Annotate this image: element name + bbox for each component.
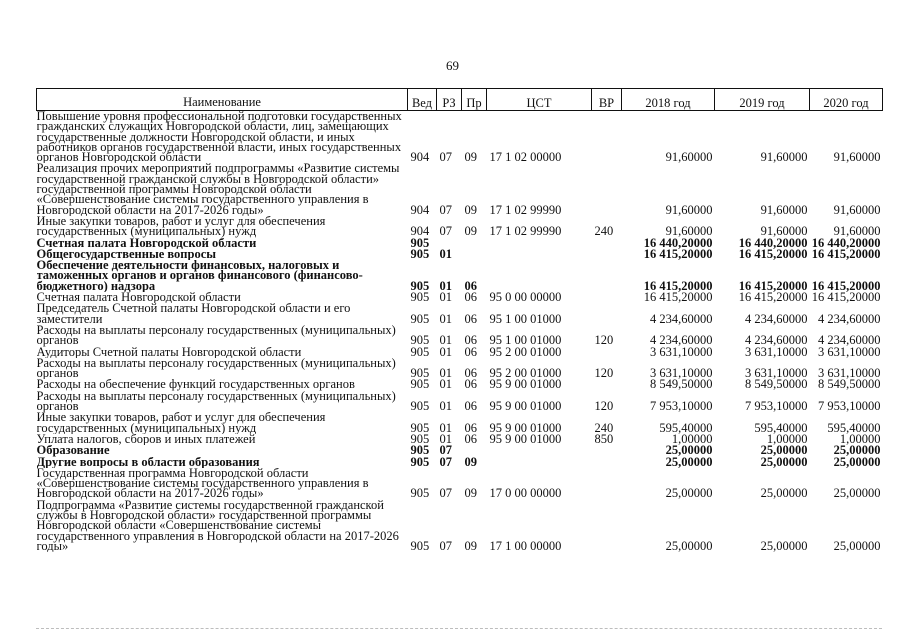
table-row	[37, 292, 883, 303]
cell-cst: 17 1 02 00000	[489, 150, 562, 165]
cell-vr: 120	[594, 399, 614, 414]
header-ved: Вед	[408, 89, 437, 111]
page-number: 69	[446, 58, 459, 73]
cell-rz: 01	[439, 431, 452, 446]
cell-2018: 91,60000	[665, 224, 713, 239]
cell-2019: 25,00000	[760, 443, 808, 458]
cell-rz: 07	[439, 443, 452, 458]
cell-2018: 25,00000	[665, 443, 713, 458]
cell-2018: 1,00000	[671, 431, 713, 446]
cell-2018: 91,60000	[665, 150, 713, 165]
cell-ved: 905	[410, 290, 430, 305]
budget-table	[36, 88, 883, 552]
cell-rz: 01	[439, 377, 452, 392]
cell-pr: 06	[464, 311, 477, 326]
cell-2019: 595,40000	[754, 420, 808, 435]
cell-2018: 3 631,10000	[650, 344, 713, 359]
cell-name: Подпрограмма «Развитие системы государственной гражданской службы в Новгородской области» государственной программы Новгородской области «Совершенствование системы государственного управления в Новгородской области на 2017-2026 годы»	[36, 499, 399, 553]
cell-vr	[592, 468, 622, 500]
cell-name: Иные закупки товаров, работ и услуг для обеспечения государственных (муниципальных) нужд	[36, 412, 326, 434]
cell-ved: 905	[410, 235, 430, 250]
cell-2018: 7 953,10000	[650, 399, 713, 414]
cell-2018: 91,60000	[665, 202, 713, 217]
cell-name: Повышение уровня профессиональной подготовки государственных гражданских служащих Новгородской области, лиц, замещающих государственные должности Новгородской области, и иных работников органов государственной власти, иных государственных органов Новгородской области	[36, 110, 402, 164]
header-cst: ЦСТ	[487, 89, 592, 111]
cell-pr: 06	[464, 344, 477, 359]
cell-2018: 16 415,20000	[643, 246, 713, 261]
cell-rz: 01	[439, 278, 452, 293]
cell-2018: 8 549,50000	[650, 377, 713, 392]
cell-2020: 16 440,20000	[811, 235, 881, 250]
cell-rz: 07	[439, 454, 452, 469]
table-row	[37, 445, 883, 456]
cell-rz: 01	[439, 246, 452, 261]
cell-vr	[592, 303, 622, 325]
table-row	[37, 457, 883, 468]
cell-cst: 95 9 00 01000	[489, 431, 562, 446]
cell-2018: 4 234,60000	[650, 311, 713, 326]
cell-name: Другие вопросы в области образования	[36, 456, 260, 468]
cell-rz: 01	[439, 290, 452, 305]
table-row	[37, 412, 883, 434]
cell-ved: 905	[410, 443, 430, 458]
cell-ved: 904	[410, 202, 430, 217]
cell-pr: 06	[464, 420, 477, 435]
cell-2019: 16 440,20000	[738, 235, 808, 250]
cell-cst	[487, 445, 592, 456]
table-row	[37, 216, 883, 238]
cell-name: Счетная палата Новгородской области	[36, 292, 241, 304]
cell-vr	[592, 249, 622, 260]
cell-cst	[487, 238, 592, 249]
cell-vr	[592, 238, 622, 249]
cell-pr: 09	[464, 454, 477, 469]
cell-vr	[592, 347, 622, 358]
header-vr: ВР	[592, 89, 622, 111]
cell-ved: 905	[410, 311, 430, 326]
cell-pr: 06	[464, 399, 477, 414]
cell-2019: 3 631,10000	[745, 366, 808, 381]
cell-2020: 91,60000	[833, 224, 881, 239]
cell-cst: 17 0 00 00000	[489, 486, 562, 501]
cell-pr: 06	[464, 290, 477, 305]
cell-ved: 905	[410, 486, 430, 501]
cell-vr	[592, 445, 622, 456]
cell-ved: 904	[410, 150, 430, 165]
cell-2020: 595,40000	[827, 420, 881, 435]
cell-cst	[487, 457, 592, 468]
cell-vr	[592, 292, 622, 303]
cell-2020: 4 234,60000	[818, 333, 881, 348]
cell-2019: 16 415,20000	[738, 278, 808, 293]
cell-2018: 16 440,20000	[643, 235, 713, 250]
cell-cst: 95 9 00 01000	[489, 420, 562, 435]
cell-cst: 17 1 02 99990	[489, 224, 562, 239]
cell-ved: 905	[410, 538, 430, 553]
cell-2020: 4 234,60000	[818, 311, 881, 326]
cell-name: Уплата налогов, сборов и иных платежей	[36, 433, 256, 446]
cell-2020: 16 415,20000	[811, 290, 881, 305]
cell-2018: 25,00000	[665, 486, 713, 501]
cell-cst: 95 2 00 01000	[489, 366, 562, 381]
cell-vr	[592, 500, 622, 552]
cell-rz: 01	[439, 344, 452, 359]
cell-ved: 905	[410, 246, 430, 261]
cell-rz: 01	[439, 333, 452, 348]
cell-cst: 95 9 00 01000	[489, 399, 562, 414]
cell-cst: 95 9 00 01000	[489, 377, 562, 392]
cell-vr: 120	[594, 366, 614, 381]
cell-pr: 09	[464, 224, 477, 239]
cell-pr: 06	[464, 377, 477, 392]
cell-rz: 07	[439, 538, 452, 553]
cell-ved: 905	[410, 377, 430, 392]
cell-pr: 09	[464, 202, 477, 217]
cell-2018: 4 234,60000	[650, 333, 713, 348]
table-row	[37, 434, 883, 445]
header-pr: Пр	[462, 89, 487, 111]
table-row	[37, 249, 883, 260]
cell-cst: 17 1 00 00000	[489, 538, 562, 553]
cell-pr: 06	[464, 278, 477, 293]
cell-name: Расходы на выплаты персоналу государственных (муниципальных) органов	[36, 357, 396, 380]
cell-ved: 905	[410, 366, 430, 381]
cell-ved: 905	[410, 454, 430, 469]
cell-cst	[487, 249, 592, 260]
footer-divider	[36, 628, 882, 629]
cell-2020: 25,00000	[833, 486, 881, 501]
header-2020: 2020 год	[810, 89, 883, 111]
table-row	[37, 325, 883, 347]
cell-name: Общегосударственные вопросы	[36, 248, 217, 261]
cell-2018: 595,40000	[659, 420, 713, 435]
cell-2018: 25,00000	[665, 454, 713, 469]
table-row	[37, 379, 883, 390]
cell-2020: 3 631,10000	[818, 344, 881, 359]
table-row	[37, 303, 883, 325]
table-row	[37, 347, 883, 358]
cell-2019: 3 631,10000	[745, 344, 808, 359]
cell-2019: 7 953,10000	[745, 399, 808, 414]
cell-cst: 17 1 02 99990	[489, 202, 562, 217]
cell-pr: 09	[464, 538, 477, 553]
cell-2020: 91,60000	[833, 150, 881, 165]
table-body	[37, 111, 883, 553]
cell-cst: 95 1 00 01000	[489, 311, 562, 326]
header-2018: 2018 год	[622, 89, 715, 111]
cell-2020: 25,00000	[833, 454, 881, 469]
table-row	[37, 111, 883, 164]
cell-2020: 16 415,20000	[811, 278, 881, 293]
cell-2020: 1,00000	[839, 431, 881, 446]
cell-rz: 01	[439, 399, 452, 414]
cell-name: Расходы на выплаты персоналу государственных (муниципальных) органов	[36, 324, 396, 347]
cell-pr	[462, 238, 487, 249]
cell-name: Иные закупки товаров, работ и услуг для обеспечения государственных (муниципальных) нужд	[36, 215, 326, 238]
cell-2020: 8 549,50000	[818, 377, 881, 392]
cell-2020: 3 631,10000	[818, 366, 881, 381]
cell-2019: 16 415,20000	[738, 290, 808, 305]
cell-2020: 91,60000	[833, 202, 881, 217]
cell-name: Расходы на обеспечение функций государственных органов	[36, 379, 355, 391]
cell-2020: 7 953,10000	[818, 399, 881, 414]
cell-name: Реализация прочих мероприятий подпрограммы «Развитие системы государственной гражданской службы в Новгородской области» государственной программы Новгородской области «Совершенствование системы государственного управления в Новгородской области на 2017-2026 годы»	[36, 163, 400, 216]
cell-name: Аудиторы Счетной палаты Новгородской области	[36, 346, 302, 358]
cell-ved: 905	[410, 278, 430, 293]
cell-ved: 905	[410, 333, 430, 348]
table-row	[37, 391, 883, 413]
cell-2019: 25,00000	[760, 538, 808, 553]
cell-pr: 06	[464, 333, 477, 348]
cell-name: Счетная палата Новгородской области	[36, 237, 257, 249]
table-row	[37, 260, 883, 292]
cell-pr: 06	[464, 366, 477, 381]
cell-name: Председатель Счетной палаты Новгородской области и его заместители	[36, 303, 351, 325]
cell-2020: 25,00000	[833, 538, 881, 553]
cell-vr	[592, 163, 622, 215]
table-row	[37, 358, 883, 380]
cell-vr: 240	[594, 224, 614, 239]
cell-2019: 25,00000	[760, 486, 808, 501]
cell-cst: 95 1 00 01000	[489, 333, 562, 348]
cell-2020: 16 415,20000	[811, 246, 881, 261]
cell-pr: 09	[464, 150, 477, 165]
cell-ved: 905	[410, 420, 430, 435]
cell-2018: 16 415,20000	[643, 290, 713, 305]
cell-2019: 91,60000	[760, 202, 808, 217]
header-rz: РЗ	[437, 89, 462, 111]
cell-ved: 904	[410, 224, 430, 239]
cell-cst: 95 2 00 01000	[489, 344, 562, 359]
cell-2018: 16 415,20000	[643, 278, 713, 293]
cell-rz: 07	[439, 150, 452, 165]
cell-pr: 06	[464, 431, 477, 446]
cell-2019: 16 415,20000	[738, 246, 808, 261]
cell-rz: 01	[439, 420, 452, 435]
cell-2019: 91,60000	[760, 150, 808, 165]
cell-2018: 3 631,10000	[650, 366, 713, 381]
cell-cst	[487, 260, 592, 292]
table-row	[37, 163, 883, 215]
table-row	[37, 500, 883, 552]
cell-name: Образование	[36, 445, 110, 457]
cell-rz: 07	[439, 224, 452, 239]
cell-pr	[462, 249, 487, 260]
cell-2020: 25,00000	[833, 443, 881, 458]
cell-ved: 905	[410, 399, 430, 414]
cell-name: Обеспечение деятельности финансовых, налоговых и таможенных органов и органов финансового (финансово-бюджетного) надзора	[36, 260, 363, 293]
cell-vr: 850	[594, 431, 614, 446]
cell-name: Государственная программа Новгородской области «Совершенствование системы государственного управления в Новгородской области на 2017-2026 годы»	[36, 467, 369, 500]
cell-rz: 01	[439, 311, 452, 326]
cell-rz: 07	[439, 202, 452, 217]
cell-vr	[592, 379, 622, 390]
cell-2018: 25,00000	[665, 538, 713, 553]
cell-vr	[592, 457, 622, 468]
cell-2019: 8 549,50000	[745, 377, 808, 392]
cell-cst: 95 0 00 00000	[489, 290, 562, 305]
cell-vr: 120	[594, 333, 614, 348]
cell-2019: 4 234,60000	[745, 333, 808, 348]
header-2019: 2019 год	[715, 89, 810, 111]
cell-2019: 1,00000	[766, 431, 808, 446]
cell-ved: 905	[410, 431, 430, 446]
table-header-row	[37, 89, 883, 111]
cell-2019: 91,60000	[760, 224, 808, 239]
cell-pr: 09	[464, 486, 477, 501]
cell-vr	[592, 260, 622, 292]
cell-2019: 25,00000	[760, 454, 808, 469]
header-name: Наименование	[37, 89, 408, 111]
cell-vr: 240	[594, 420, 614, 435]
cell-vr	[592, 111, 622, 164]
cell-rz: 07	[439, 486, 452, 501]
cell-rz: 01	[439, 366, 452, 381]
cell-ved: 905	[410, 344, 430, 359]
table-row	[37, 468, 883, 500]
cell-2019: 4 234,60000	[745, 311, 808, 326]
cell-name: Расходы на выплаты персоналу государственных (муниципальных) органов	[36, 390, 396, 413]
